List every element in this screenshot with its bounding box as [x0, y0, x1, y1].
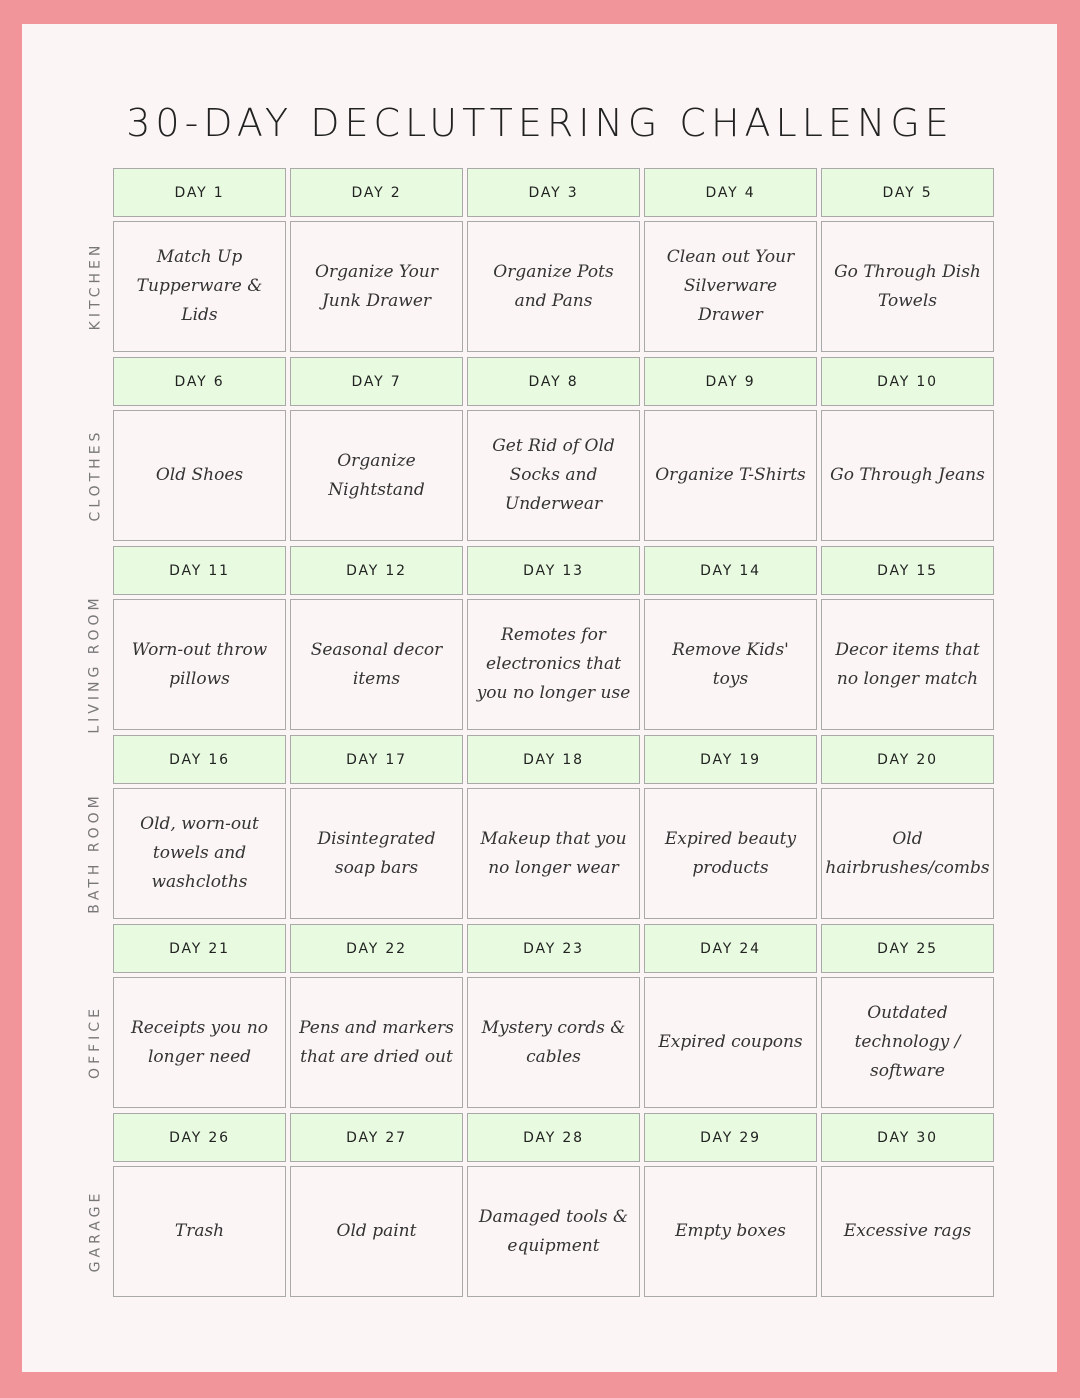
- task-cell: Worn-out throw pillows: [113, 599, 286, 730]
- day-header: DAY 14: [644, 546, 817, 595]
- day-header: DAY 13: [467, 546, 640, 595]
- task-cell: Decor items that no longer match: [821, 599, 994, 730]
- task-cell: Old hairbrushes/combs: [821, 788, 994, 919]
- task-cell: Mystery cords & cables: [467, 977, 640, 1108]
- section-label: [76, 787, 114, 918]
- task-cell: Pens and markers that are dried out: [290, 977, 463, 1108]
- task-cell: Outdated technology / software: [821, 977, 994, 1108]
- day-header: DAY 7: [290, 357, 463, 406]
- day-header: DAY 6: [113, 357, 286, 406]
- day-header: DAY 26: [113, 1113, 286, 1162]
- task-cell: Remove Kids' toys: [644, 599, 817, 730]
- task-cell: Organize Pots and Pans: [467, 221, 640, 352]
- task-cell: Old paint: [290, 1166, 463, 1297]
- day-header: DAY 11: [113, 546, 286, 595]
- day-header: DAY 1: [113, 168, 286, 217]
- task-cell: Remotes for electronics that you no longer use: [467, 599, 640, 730]
- section-label: [76, 976, 114, 1107]
- task-cell: Expired beauty products: [644, 788, 817, 919]
- day-header: DAY 10: [821, 357, 994, 406]
- day-header: DAY 22: [290, 924, 463, 973]
- day-header: DAY 25: [821, 924, 994, 973]
- day-header: DAY 30: [821, 1113, 994, 1162]
- section-living-room: [22, 546, 1057, 734]
- task-cell: Trash: [113, 1166, 286, 1297]
- task-cell: Seasonal decor items: [290, 599, 463, 730]
- task-cell: Go Through Jeans: [821, 410, 994, 541]
- day-header: DAY 19: [644, 735, 817, 784]
- day-header: DAY 2: [290, 168, 463, 217]
- day-header: DAY 15: [821, 546, 994, 595]
- day-header: DAY 17: [290, 735, 463, 784]
- section-label-text: KITCHEN: [87, 241, 104, 330]
- section-label-text: CLOTHES: [87, 428, 104, 521]
- page: [22, 24, 1057, 1372]
- day-header: DAY 12: [290, 546, 463, 595]
- task-cell: Empty boxes: [644, 1166, 817, 1297]
- task-cell: Old Shoes: [113, 410, 286, 541]
- section-label-text: OFFICE: [87, 1004, 103, 1079]
- task-cell: Old, worn-out towels and washcloths: [113, 788, 286, 919]
- section-label: [76, 220, 114, 351]
- day-header: DAY 4: [644, 168, 817, 217]
- section-office: [22, 924, 1057, 1107]
- day-header: DAY 28: [467, 1113, 640, 1162]
- day-header: DAY 20: [821, 735, 994, 784]
- task-cell: Organize Your Junk Drawer: [290, 221, 463, 352]
- section-label-text: GARAGE: [87, 1189, 103, 1272]
- section-kitchen: [22, 168, 1057, 351]
- task-cell: Receipts you no longer need: [113, 977, 286, 1108]
- task-cell: Go Through Dish Towels: [821, 221, 994, 352]
- day-header: DAY 8: [467, 357, 640, 406]
- day-header: DAY 18: [467, 735, 640, 784]
- day-header: DAY 24: [644, 924, 817, 973]
- section-label-text: LIVING ROOM: [87, 593, 104, 734]
- task-cell: Excessive rags: [821, 1166, 994, 1297]
- section-clothes: [22, 357, 1057, 540]
- task-cell: Makeup that you no longer wear: [467, 788, 640, 919]
- day-header: DAY 29: [644, 1113, 817, 1162]
- section-label: [76, 409, 114, 540]
- day-header: DAY 5: [821, 168, 994, 217]
- section-garage: [22, 1113, 1057, 1296]
- section-label: [76, 1165, 114, 1296]
- task-cell: Damaged tools & equipment: [467, 1166, 640, 1297]
- task-cell: Organize T-Shirts: [644, 410, 817, 541]
- day-header: DAY 27: [290, 1113, 463, 1162]
- section-label: [76, 593, 114, 734]
- task-cell: Clean out Your Silverware Drawer: [644, 221, 817, 352]
- task-cell: Disintegrated soap bars: [290, 788, 463, 919]
- task-cell: Expired coupons: [644, 977, 817, 1108]
- section-label-text: BATH ROOM: [87, 791, 104, 914]
- page-title: 30-DAY DECLUTTERING CHALLENGE: [126, 101, 954, 145]
- section-bath-room: [22, 735, 1057, 918]
- task-cell: Match Up Tupperware & Lids: [113, 221, 286, 352]
- day-header: DAY 21: [113, 924, 286, 973]
- task-cell: Organize Nightstand: [290, 410, 463, 541]
- day-header: DAY 23: [467, 924, 640, 973]
- day-header: DAY 16: [113, 735, 286, 784]
- day-header: DAY 3: [467, 168, 640, 217]
- task-cell: Get Rid of Old Socks and Underwear: [467, 410, 640, 541]
- day-header: DAY 9: [644, 357, 817, 406]
